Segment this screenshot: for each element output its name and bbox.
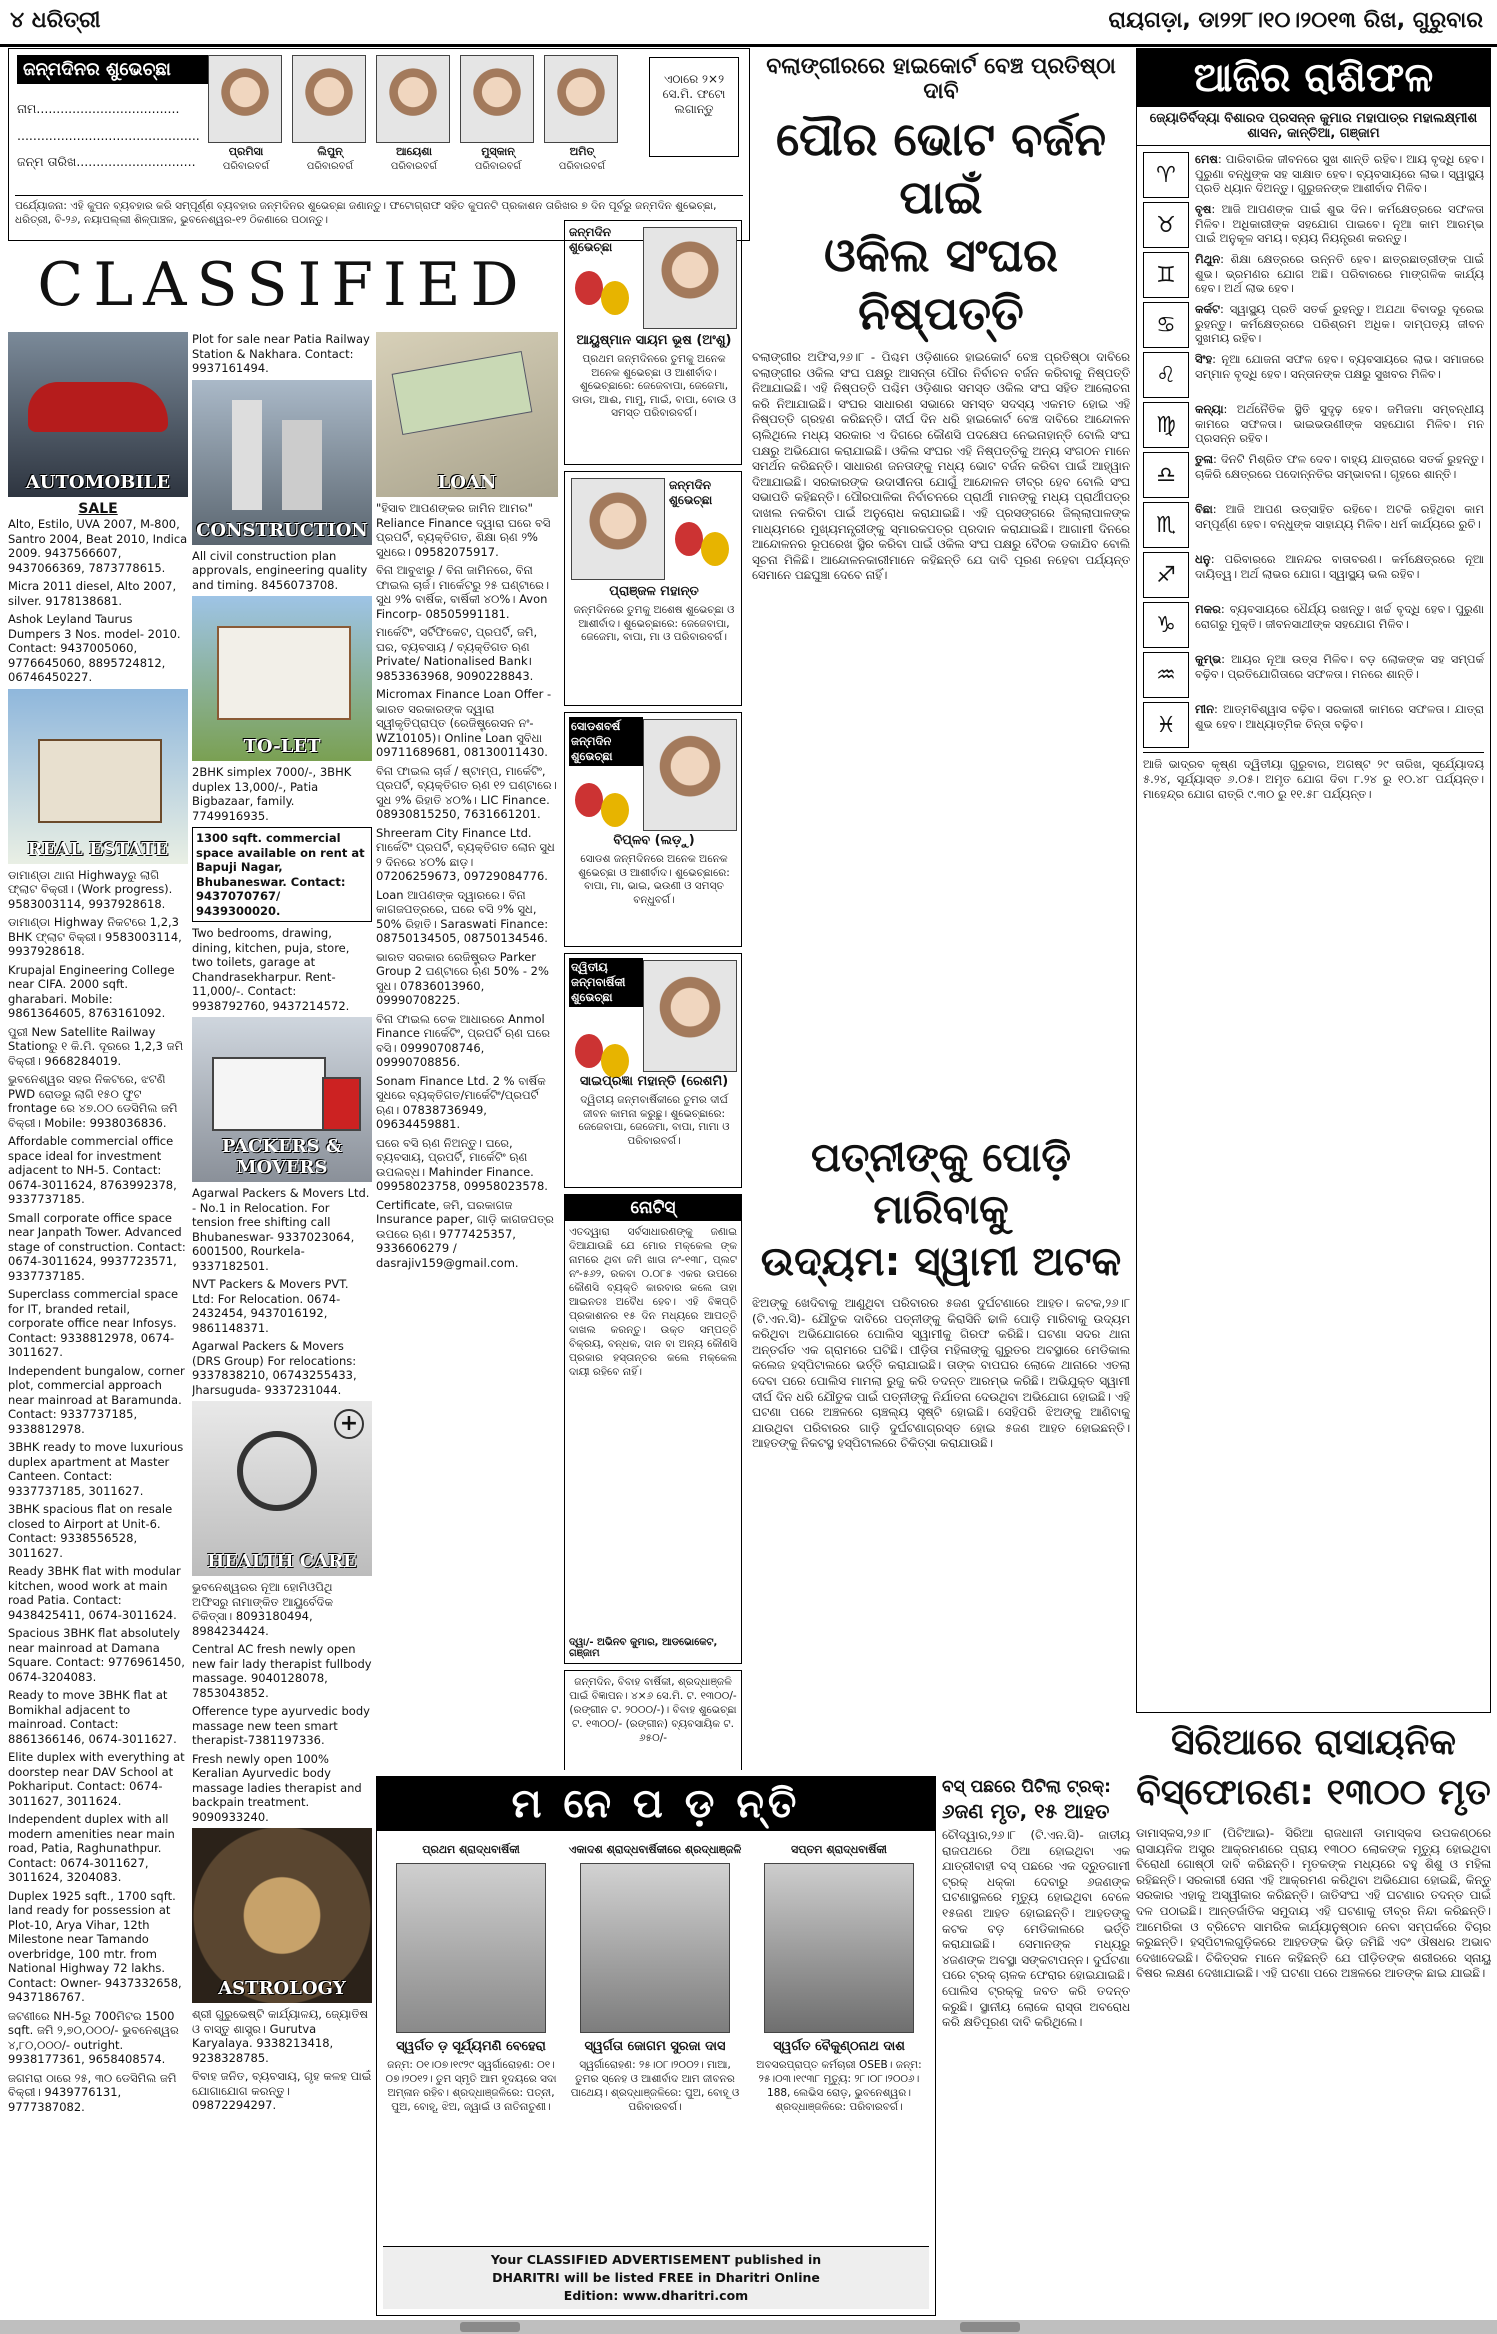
classified-logo-text: CLASSIFIED xyxy=(37,250,529,320)
wish-card-3 xyxy=(564,712,742,947)
classified-ad: Independent duplex with all modern amenities near main road, Patia, Raghunathpur. Contact: 0674-3011627, 3011624, 3204083. xyxy=(8,1812,175,1884)
pisces-icon: ♓ xyxy=(1143,702,1189,748)
photo-name: ଆୟେଶା xyxy=(396,145,432,158)
birthday-fields xyxy=(17,101,200,171)
balloon-icon xyxy=(601,1044,629,1078)
story-dowry xyxy=(752,1132,1130,1772)
classified-ad: Plot for sale near Patia Railway Station & Nakhara. Contact: 9937161494. xyxy=(192,332,370,375)
rashi-name: ମିଥୁନ xyxy=(1195,252,1221,266)
wish-photo xyxy=(571,478,665,580)
car-icon xyxy=(28,382,168,432)
scroll-thumb-right[interactable] xyxy=(960,2322,1020,2332)
automobile-banner xyxy=(8,332,188,497)
rashi-text: ସ୍ୱାସ୍ଥ୍ୟ ପ୍ରତି ସତର୍କ ରୁହନ୍ତୁ। ଅଯଥା ବିବାଦରୁ ଦୂରେଇ ରୁହନ୍ତୁ। କର୍ମକ୍ଷେତ୍ରରେ ପରିଶ୍ରମ ଅଧିକ। ଦାମ୍ପତ୍ୟ ଜୀବନ ସୁଖମୟ ରହିବ। xyxy=(1195,302,1485,346)
obituary-card-2 xyxy=(567,1843,743,2243)
banner-line3: Edition: www.dharitri.com xyxy=(563,2288,749,2303)
photo-sub: ପରିବାରବର୍ଗ xyxy=(474,161,522,172)
category-loan: LOAN xyxy=(437,472,497,493)
birthday-instructions: ପର୍ଯ୍ୟୋଜନା: ଏହି କୁପନ ବ୍ୟବହାର କରି ସମ୍ପୂର୍ଣ୍ଣ ବ୍ୟବହାର ଜନ୍ମଦିନର ଶୁଭେଚ୍ଛା ଜଣାନ୍ତୁ। ଫଟୋଗ୍ରାଫ ସହିତ କୁପନଟି ପ୍ରକାଶନ ତାରିଖର ୭ ଦିନ ପୂର୍ବରୁ ଜନ୍ମଦିନ ଶୁଭେଚ୍ଛା, ଧରିତ୍ରୀ, ବି-୨୬, ନୟାପଲ୍ଲୀ ଶିଳ୍ପାଞ୍ଚଳ, ଭୁବନେଶ୍ୱର-୧୨ ଠିକଣାରେ ପଠାନ୍ତୁ। xyxy=(15,195,743,227)
health-care-banner xyxy=(192,1401,372,1576)
classified-ad: Certificate, ଜମି, ଘରକାଗଜ Insurance paper, ଗାଡ଼ି କାଗଜପତ୍ର ଉପରେ ଋଣ। 9777425357, 9336606279 / dasrajiv159@gmail.com. xyxy=(376,1197,554,1270)
classified-ad: Affordable commercial office space ideal for investment adjacent to NH-5. Contact: 0674-3011624, 8763992378, 9337737185. xyxy=(8,1134,177,1206)
rashi-row: ♋ କର୍କଟ: ସ୍ୱାସ୍ଥ୍ୟ ପ୍ରତି ସତର୍କ ରୁହନ୍ତୁ। ଅଯଥା ବିବାଦରୁ ଦୂରେଇ ରୁହନ୍ତୁ। କର୍ମକ୍ଷେତ୍ରରେ ପରିଶ୍ରମ ଅଧିକ। ଦାମ୍ପତ୍ୟ ଜୀବନ ସୁଖମୟ ରହିବ। xyxy=(1143,302,1484,348)
classified-ad: Spacious 3BHK flat absolutely near mainroad at Damana Square. Contact: 9776961450, 0674-3204083. xyxy=(8,1626,185,1684)
wishes-column xyxy=(564,220,742,1770)
rashi-text: ଆଜି ଆପଣ ଉତ୍ସାହିତ ରହିବେ। ଅଟକି ରହିଥିବା କାମ ସମ୍ପୂର୍ଣ୍ଣ ହେବ। ବନ୍ଧୁଙ୍କ ସାହାଯ୍ୟ ମିଳିବ। ଧର୍ମ କାର୍ଯ୍ୟରେ ରୁଚି। xyxy=(1195,502,1484,531)
birthday-photos xyxy=(204,55,624,190)
rashi-name: କୁମ୍ଭ xyxy=(1195,652,1222,666)
classified-ad: ଘରେ ବସି ଋଣ ନିଅନ୍ତୁ। ଘରେ, ବ୍ୟବସାୟ, ପ୍ରପର୍ଟି, ମାର୍କେଟିଂ ଋଣ ଉପଲବ୍ଧ। Mahinder Finance. 09958023758, 09958023578. xyxy=(376,1135,548,1193)
photo-sub: ପରିବାରବର୍ଗ xyxy=(306,161,354,172)
classified-ad: Duplex 1925 sqft., 1700 sqft. land ready for possession at Plot-10, Arya Vihar, 12th Milestone near Tamando overbridge, 100 mtr. from National Highway 72 lakhs. Contact: Owner- 9437332658, 9437186767. xyxy=(8,1888,182,2004)
child-photo xyxy=(292,55,366,143)
category-to-let: TO-LET xyxy=(243,736,321,757)
photo-name: ପ୍ରମିସା xyxy=(228,145,264,158)
photo-name: ଅମିତ୍ xyxy=(569,145,595,158)
bus-body: ଚୌଦ୍ୱାର,୨୬।୮ (ଟି.ଏନ.ସି)- ଜାତୀୟ ରାଜପଥରେ ଠିଆ ହୋଇଥିବା ଏକ ଯାତ୍ରୀବାହୀ ବସ୍ ପଛରେ ଏକ ଦ୍ରୁତଗାମୀ ଟ୍ରକ୍ ଧକ୍କା ଦେବାରୁ ୬ଜଣଙ୍କ ଘଟଣାସ୍ଥଳରେ ମୃତ୍ୟୁ ହୋଇଥିବା ବେଳେ ୧୫ଜଣ ଆହତ ହୋଇଛନ୍ତି। ଆହତଙ୍କୁ କଟକ ବଡ଼ ମେଡିକାଲରେ ଭର୍ତ୍ତି କରାଯାଇଛି। ସେମାନଙ୍କ ମଧ୍ୟରୁ ୪ଜଣଙ୍କ ଅବସ୍ଥା ସଙ୍କଟାପନ୍ନ। ଦୁର୍ଘଟଣା ପରେ ଟ୍ରକ୍ ଚାଳକ ଫେରାର ହୋଇଯାଇଛି। ପୋଲିସ ଟ୍ରକ୍‌କୁ ଜବତ କରି ତଦନ୍ତ କରୁଛି। ସ୍ଥାନୀୟ ଲୋକେ ରାସ୍ତା ଅବରୋଧ କରି କ୍ଷତିପୂରଣ ଦାବି କରିଥିଲେ। xyxy=(942,1828,1130,2030)
banner-line2: DHARITRI will be listed FREE in Dharitri Online xyxy=(492,2270,820,2285)
wish-name: ପ୍ରାଞ୍ଜଳ ମହାନ୍ତ xyxy=(609,584,699,599)
capricorn-icon: ♑ xyxy=(1143,602,1189,648)
notice-signature: ଦ୍ୱା/- ଅଭିନବ କୁମାର, ଆଡଭୋକେଟ, ଗଞ୍ଜାମ xyxy=(569,1637,718,1659)
lead-story xyxy=(752,48,1130,1128)
classified-ad: ମାର୍କେଟିଂ, ସର୍ଟିଫିକେଟ, ପ୍ରପର୍ଟି, ଜମି, ଘର, ବ୍ୟବସାୟ / ବ୍ୟକ୍ତିଗତ ଋଣ Private/ Nationalised Bank। 9853363968, 9090228843. xyxy=(376,625,538,683)
category-health-care: HEALTH CARE xyxy=(207,1551,357,1572)
rashi-name: ମୀନ xyxy=(1195,702,1215,716)
category-astrology: ASTROLOGY xyxy=(218,1978,346,1999)
wish-card-4 xyxy=(564,953,742,1188)
wish-message: ସୋଡଶ ଜନ୍ମଦିନରେ ଅନେକ ଅନେକ ଶୁଭେଚ୍ଛା ଓ ଆଶୀର୍ବାଦ। ଶୁଭେଚ୍ଛାରେ: ବାପା, ମା, ଭାଇ, ଭଉଣୀ ଓ ସମସ୍ତ ବନ୍ଧୁବର୍ଗ। xyxy=(578,853,730,906)
wish-title: ଦ୍ୱିତୀୟ ଜନ୍ମବାର୍ଷିକୀ ଶୁଭେଚ୍ଛା xyxy=(569,958,643,1007)
rashi-row: ♍ କନ୍ୟା: ଅର୍ଥନୈତିକ ସ୍ଥିତି ସୁଦୃଢ଼ ହେବ। ଜମିଜମା ସମ୍ବନ୍ଧୀୟ କାମରେ ସଫଳତା। ଭାଇଭଉଣୀଙ୍କ ସହଯୋଗ ମିଳିବ। ମନ ପ୍ରସନ୍ନ ରହିବ। xyxy=(1143,402,1484,448)
wish-photo xyxy=(643,719,737,831)
rashi-row: ♒ କୁମ୍ଭ: ଆୟର ନୂଆ ଉତ୍ସ ମିଳିବ। ବଡ଼ ଲୋକଙ୍କ ସହ ସମ୍ପର୍କ ବଢ଼ିବ। ପ୍ରତିଯୋଗିତାରେ ସଫଳତା। ମନରେ ଶାନ୍ତି। xyxy=(1143,652,1484,698)
photo-name: ମୁସ୍କାନ୍ xyxy=(481,145,515,158)
lead-body: ବଲାଙ୍ଗୀର ଅଫିସ,୨୬।୮ - ପିଶ୍ଚମ ଓଡ଼ିଶାରେ ହାଇକୋର୍ଟ ବେଞ୍ଚ ପ୍ରତିଷ୍ଠା ଦାବିରେ ବଲାଙ୍ଗୀର ଓକିଲ ସଂଘ ପକ୍ଷରୁ ଆସନ୍ତା ପୌର ନିର୍ବାଚନ ବର୍ଜନ କରିବାକୁ ନିଷ୍ପତ୍ତି ନିଆଯାଇଛି। ଏହି ନିଷ୍ପତ୍ତି ପଶ୍ଚିମ ଓଡ଼ିଶାର ସମସ୍ତ ଓକିଲ ସଂଘ ସହିତ ଆଲୋଚନା କରି ନିଆଯାଇଛି। ସଂଘର ସାଧାରଣ ସଭାରେ ସମସ୍ତ ସଦସ୍ୟ ଏକମତ ହୋଇ ଏହି ନିଷ୍ପତ୍ତି ଗ୍ରହଣ କରିଛନ୍ତି। ଦୀର୍ଘ ଦିନ ଧରି ହାଇକୋର୍ଟ ବେଞ୍ଚ ଦାବିରେ ଆନ୍ଦୋଳନ ଚାଲିଥିଲେ ମଧ୍ୟ ସରକାର ଏ ଦିଗରେ କୌଣସି ପଦକ୍ଷେପ ନେଇନାହାନ୍ତି ବୋଲି ସଂଘ ପକ୍ଷରୁ ଅଭିଯୋଗ କରାଯାଇଛି। ଓକିଲ ସଂଘର ଏହି ନିଷ୍ପତ୍ତିକୁ ଅନ୍ୟ ସଂଗଠନ ମାନେ ସମର୍ଥନ କରିଛନ୍ତି। ସାଧାରଣ ଜନତାଙ୍କୁ ମଧ୍ୟ ଭୋଟ ବର୍ଜନ କରିବା ପାଇଁ ଆହ୍ୱାନ ଦିଆଯାଇଛି। ସରକାରଙ୍କ ଉଦାସୀନତା ଯୋଗୁଁ ଆନ୍ଦୋଳନ ତୀବ୍ର ହେବ ବୋଲି ସଂଘ ସଭାପତି କହିଛନ୍ତି। ପୌରପାଳିକା ନିର୍ବାଚନରେ ପ୍ରାର୍ଥୀ ମାନଙ୍କୁ ମଧ୍ୟ ପ୍ରାର୍ଥୀପତ୍ର ଦାଖଲ ନକରିବା ପାଇଁ ଅନୁରୋଧ କରାଯାଇଛି। ଏହି ପ୍ରସଙ୍ଗରେ ଜିଲ୍ଲାପାଳଙ୍କ ମାଧ୍ୟମରେ ମୁଖ୍ୟମନ୍ତ୍ରୀଙ୍କୁ ସ୍ମାରକପତ୍ର ପ୍ରଦାନ କରାଯାଇଛି। ଆଗାମୀ ଦିନରେ ଆନ୍ଦୋଳନର ରୂପରେଖ ସ୍ଥିର କରିବା ପାଇଁ ଓକିଲ ସଂଘ ପକ୍ଷରୁ ବୈଠକ ଡକାଯିବ ବୋଲି ସୂଚନା ମିଳିଛି। ଆନ୍ଦୋଳନକାରୀମାନେ କହିଛନ୍ତି ଯେ ଦାବି ପୂରଣ ନହେବା ପର୍ଯ୍ୟନ୍ତ ସେମାନେ ପଛଘୁଞ୍ଚା ଦେବେ ନାହିଁ। xyxy=(752,350,1130,583)
balloon-icon xyxy=(601,793,629,827)
story2-body: ଝିଅଙ୍କୁ ଖେଦିବାକୁ ଆଣୁଥିବା ପରିବାରର ୫ଜଣ ଦୁର୍ଘଟଣାରେ ଆହତ। କଟକ,୨୬।୮ (ଟି.ଏନ.ସି)- ଯୌତୁକ ଦାବିରେ ପତ୍ନୀଙ୍କୁ କିରାସିନି ଢାଳି ପୋଡ଼ି ମାରିବାକୁ ଉଦ୍ୟମ କରିଥିବା ଅଭିଯୋଗରେ ପୋଲିସ ସ୍ୱାମୀକୁ ଗିରଫ କରିଛି। ଘଟଣା ସଦର ଥାନା ଅନ୍ତର୍ଗତ ଏକ ଗ୍ରାମରେ ଘଟିଛି। ପୀଡ଼ିତା ମହିଳାଙ୍କୁ ଗୁରୁତର ଅବସ୍ଥାରେ ମେଡିକାଲ କଲେଜ ହସ୍ପିଟାଲରେ ଭର୍ତ୍ତି କରାଯାଇଛି। ତାଙ୍କ ବାପଘର ଲୋକେ ଥାନାରେ ଏତଲା ଦେବା ପରେ ପୋଲିସ ମାମଲା ରୁଜୁ କରି ତଦନ୍ତ ଆରମ୍ଭ କରିଛି। ଅଭିଯୁକ୍ତ ସ୍ୱାମୀ ଦୀର୍ଘ ଦିନ ଧରି ଯୌତୁକ ପାଇଁ ପତ୍ନୀଙ୍କୁ ନିର୍ଯାତନା ଦେଉଥିବା ଅଭିଯୋଗ ହୋଇଛି। ଏହି ଘଟଣା ପରେ ଅଞ୍ଚଳରେ ଚାଞ୍ଚଲ୍ୟ ସୃଷ୍ଟି ହୋଇଛି। ସେହିପରି ଝିଅଙ୍କୁ ଆଣିବାକୁ ଯାଉଥିବା ପରିବାରର ଗାଡ଼ି ଦୁର୍ଘଟଣାଗ୍ରସ୍ତ ହୋଇ ୫ଜଣ ଆହତ ହୋଇଛନ୍ତି। ଆହତଙ୍କୁ ନିକଟସ୍ଥ ହସ୍ପିଟାଲରେ ଚିକିତ୍ସା କରାଯାଉଛି। xyxy=(752,1296,1130,1451)
wish-name: ବିପ୍ଳବ (ଲଡ଼ୁ) xyxy=(613,833,695,848)
panjika-footer: ଆଜି ଭାଦ୍ରବ କୃଷ୍ଣ ଦ୍ୱିତୀୟା ଗୁରୁବାର, ଅଗଷ୍ଟ ୨୯ ତାରିଖ, ସୂର୍ଯ୍ୟୋଦୟ ୫.୨୪, ସୂର୍ଯ୍ୟାସ୍ତ ୬.୦୫। ଅମୃତ ଯୋଗ ଦିବା ୮.୨୪ ରୁ ୧୦.୪୮ ପର୍ଯ୍ୟନ୍ତ। ମାହେନ୍ଦ୍ର ଯୋଗ ରାତ୍ରି ୯.୩୦ ରୁ ୧୧.୫୮ ପର୍ଯ୍ୟନ୍ତ। xyxy=(1143,757,1484,801)
rashi-text: ଆୟର ନୂଆ ଉତ୍ସ ମିଳିବ। ବଡ଼ ଲୋକଙ୍କ ସହ ସମ୍ପର୍କ ବଢ଼ିବ। ପ୍ରତିଯୋଗିତାରେ ସଫଳତା। ମନରେ ଶାନ୍ତି। xyxy=(1195,652,1484,681)
field-blank: .............................................. xyxy=(17,127,200,143)
classified-ad: ପୁରୀ New Satellite Railway Stationରୁ ୧ କି.ମି. ଦୂରରେ 1,2,3 ଜମି ବିକ୍ରୀ। 9668284019. xyxy=(8,1024,184,1068)
rashi-text: ପରିବାରରେ ଆନନ୍ଦର ବାତାବରଣ। କର୍ମକ୍ଷେତ୍ରରେ ନୂଆ ଦାୟିତ୍ୱ। ଅର୍ଥ ଲାଭର ଯୋଗ। ସ୍ୱାସ୍ଥ୍ୟ ଭଲ ରହିବ। xyxy=(1195,552,1485,581)
balloon-icon xyxy=(575,783,603,817)
photo-name: ଲିପୁନ୍ xyxy=(317,145,343,158)
rashi-name: ବିଛା xyxy=(1195,502,1213,516)
classified-ad: Loan ଆପଣଙ୍କ ଦ୍ୱାରରେ। ବିନା କାଗଜପତ୍ରରେ, ଘରେ ବସି ୨% ସୁଧ, 50% ରିହାତି। Saraswati Finance: 08750134505, 08750134546. xyxy=(376,887,549,945)
balloon-icon xyxy=(575,1034,603,1068)
obituary-photo xyxy=(396,1863,546,2033)
obituary-photo xyxy=(764,1863,914,2033)
category-automobile: AUTOMOBILE xyxy=(25,472,171,493)
classified-ad: 3BHK ready to move luxurious duplex apartment at Master Canteen. Contact: 9337737185, 3011627. xyxy=(8,1440,184,1498)
obituary-desc: ସ୍ୱର୍ଗାରୋହଣ: ୨୫।୦୮।୨୦୦୨। ମାଆ, ତୁମର ସ୍ନେହ ଓ ଆଶୀର୍ବାଦ ଆମ ଜୀବନର ପାଥେୟ। ଶ୍ରଦ୍ଧାଞ୍ଜଳିରେ: ପୁଅ, ବୋହୂ ଓ ପରିବାରବର୍ଗ। xyxy=(570,2059,740,2113)
wish-name: ସାଇପ୍ରଜ୍ଞା ମହାନ୍ତି (ରେଶମି) xyxy=(579,1074,729,1089)
rashi-name: ତୁଳା xyxy=(1195,452,1213,466)
story2-headline-line1: ପତ୍ନୀଙ୍କୁ ପୋଡ଼ି ମାରିବାକୁ xyxy=(810,1135,1072,1233)
obituary-card-1 xyxy=(383,1843,559,2243)
classified-column-3 xyxy=(376,332,558,1772)
rashi-text: ଦିନଟି ମିଶ୍ରିତ ଫଳ ଦେବ। ବାହ୍ୟ ଯାତ୍ରାରେ ସତର୍କ ରୁହନ୍ତୁ। ଚାକିରି କ୍ଷେତ୍ରରେ ପଦୋନ୍ନତିର ସମ୍ଭାବନା। ଗୃହରେ ଶାନ୍ତି। xyxy=(1195,452,1485,481)
wish-title: ଜନ୍ମଦିନ ଶୁଭେଚ୍ଛା xyxy=(669,478,713,507)
classified-ad: Micra 2011 diesel, Alto 2007, silver. 9178138681. xyxy=(8,579,177,608)
loan-banner xyxy=(376,332,558,497)
classified-ad: All civil construction plan approvals, engineering quality and timing. 8456073708. xyxy=(192,548,368,592)
scroll-thumb-left[interactable] xyxy=(460,2322,520,2332)
child-photo xyxy=(208,55,282,143)
stethoscope-icon xyxy=(237,1431,317,1511)
category-real-estate: REAL ESTATE xyxy=(27,838,169,860)
rashi-name: ଧନୁ xyxy=(1195,552,1211,566)
wish-photo xyxy=(643,960,737,1072)
rashi-text: ଆତ୍ମବିଶ୍ୱାସ ବଢ଼ିବ। ସରକାରୀ କାମରେ ସଫଳତା। ଯାତ୍ରା ଶୁଭ ହେବ। ଆଧ୍ୟାତ୍ମିକ ଚିନ୍ତା ବଢ଼ିବ। xyxy=(1195,702,1485,731)
classified-ad: ବିବାହ ଜନିତ, ବ୍ୟବସାୟ, ଗୃହ କଳହ ପାଇଁ ଯୋଗାଯୋଗ କରନ୍ତୁ। 09872294297. xyxy=(192,2069,372,2112)
real-estate-banner xyxy=(8,689,188,864)
classified-ad: Agarwal Packers & Movers (DRS Group) For relocations: 9337838210, 06743255433, Jharsuguda- 9337231044. xyxy=(192,1339,357,1397)
rashi-row: ♏ ବିଛା: ଆଜି ଆପଣ ଉତ୍ସାହିତ ରହିବେ। ଅଟକି ରହିଥିବା କାମ ସମ୍ପୂର୍ଣ୍ଣ ହେବ। ବନ୍ଧୁଙ୍କ ସାହାଯ୍ୟ ମିଳିବ। ଧର୍ମ କାର୍ଯ୍ୟରେ ରୁଚି। xyxy=(1143,502,1484,548)
notice-title: ନୋଟିସ୍ xyxy=(565,1195,741,1221)
sagittarius-icon: ♐ xyxy=(1143,552,1189,598)
classified-ad: ଶ୍ରୀ ଗୁରୁଭେଷ୍ଟି କାର୍ଯ୍ୟାଳୟ, ଜ୍ୟୋତିଷ ଓ ବାସ୍ତୁ ଶାସ୍ତ୍ର। Gurutva Karyalaya. 9338213418, 9238328785. xyxy=(192,2007,369,2065)
classified-ad: Ready to move 3BHK flat at Bomikhal adjacent to mainroad. Contact: 8861366146, 0674-3011627. xyxy=(8,1688,177,1746)
plus-icon: + xyxy=(334,1409,364,1439)
classified-ad: Alto, Estilo, UVA 2007, M-800, Santro 2004, Beat 2010, Indica 2009. 9437566607, 9437066369, 7873778615. xyxy=(8,517,188,575)
obituary-photo xyxy=(580,1863,730,2033)
notice-box xyxy=(564,1194,742,1664)
ad-rate-coupon xyxy=(564,1670,742,1770)
category-construction: CONSTRUCTION xyxy=(196,519,368,541)
classified-column-1 xyxy=(8,332,188,2317)
rashi-row: ♉ ବୃଷ: ଆଜି ଆପଣଙ୍କ ପାଇଁ ଶୁଭ ଦିନ। କର୍ମକ୍ଷେତ୍ରରେ ସଫଳତା ମିଳିବ। ଅଧିକାରୀଙ୍କ ସହଯୋଗ ପାଇବେ। ନୂଆ କାମ ଆରମ୍ଭ ପାଇଁ ଅନୁକୂଳ ସମୟ। ବ୍ୟୟ ନିୟନ୍ତ୍ରଣ କରନ୍ତୁ। xyxy=(1143,202,1484,248)
obituary-name: ସ୍ୱର୍ଗତା ଜୋଗମ ସୁରଜା ଦାସ xyxy=(584,2039,726,2054)
obituary-desc: ଜନ୍ମ: ୦୧।୦୭।୧୯୨୯ ସ୍ୱର୍ଗାରୋହଣ: ୦୧।୦୭।୨୦୧୨। ତୁମ ସ୍ମୃତି ଆମ ହୃଦୟରେ ସଦା ଅମ୍ଳାନ ରହିବ। ଶ୍ରଦ୍ଧାଞ୍ଜଳିରେ: ପତ୍ନୀ, ପୁଅ, ବୋହୂ, ଝିଅ, ଜ୍ୱାଇଁ ଓ ନାତିନାତୁଣୀ। xyxy=(385,2059,557,2113)
cancer-icon: ♋ xyxy=(1143,302,1189,348)
rashifal-title: ଆଜିର ରାଶିଫଳ xyxy=(1137,49,1490,107)
bus-headline-line1: ବସ୍ ପଛରେ ପିଟିଲା ଟ୍ରକ୍: xyxy=(942,1777,1111,1797)
aquarius-icon: ♒ xyxy=(1143,652,1189,698)
classified-ad: Elite duplex with everything at doorstep near DAV School at Pokhariput. Contact: 0674-3011627, 3011624. xyxy=(8,1750,185,1808)
obituary-card-3 xyxy=(751,1843,927,2243)
rashi-text: ଶିକ୍ଷା କ୍ଷେତ୍ରରେ ଉନ୍ନତି ହେବ। ଛାତ୍ରଛାତ୍ରୀଙ୍କ ପାଇଁ ଶୁଭ। ଭ୍ରମଣର ଯୋଗ ଅଛି। ପରିବାରରେ ମାଙ୍ଗଳିକ କାର୍ଯ୍ୟ ହେବ। ଅର୍ଥ ଲାଭ ହେବ। xyxy=(1195,252,1484,296)
classified-ad: ଡାମାଣ୍ଡା Highway ନିକଟରେ 1,2,3 BHK ଫ୍ଲାଟ ବିକ୍ରୀ। 9583003114, 9937928618. xyxy=(8,915,182,958)
classified-ad-boxed: 1300 sqft. commercial space available on rent at Bapuji Nagar, Bhubaneswar. Contact: 9437070767/ 9439300020. xyxy=(192,827,372,922)
classified-ad: Superclass commercial space for IT, branded retail, corporate office near Infosys. Contact: 9338812978, 0674-3011627. xyxy=(8,1287,179,1359)
classified-ad: NVT Packers & Movers PVT. Ltd: For Relocation. 0674-2432454, 9437016192, 9861148371. xyxy=(192,1277,349,1335)
photo-placeholder: ଏଠାରେ ୨×୨ ସେ.ମି. ଫଟୋ ଲଗାନ୍ତୁ xyxy=(649,57,739,157)
obituary-name: ସ୍ୱର୍ଗତ ଡ଼ ସୂର୍ଯ୍ୟମଣି ବେହେରା xyxy=(396,2039,546,2054)
rashi-row: ♑ ମକର: ବ୍ୟବସାୟରେ ଧୈର୍ଯ୍ୟ ରଖନ୍ତୁ। ଖର୍ଚ୍ଚ ବୃଦ୍ଧି ହେବ। ପୁରୁଣା ରୋଗରୁ ମୁକ୍ତି। ଜୀବନସାଥୀଙ୍କ ସହଯୋଗ ମିଳିବ। xyxy=(1143,602,1484,648)
classified-ad: ବିନା ଫାଇଲ ଚାର୍ଜ / ଷ୍ଟାମ୍ପ, ମାର୍କେଟିଂ, ପ୍ରପର୍ଟି, ବ୍ୟକ୍ତିଗତ ଋଣ ୧୨ ଘଣ୍ଟାରେ। ସୁଧ ୨% ରିହାତି ୪୦%। LIC Finance. 08930815250, 7631661201. xyxy=(376,763,557,821)
balloon-icon xyxy=(601,281,629,315)
rashi-text: ନୂଆ ଯୋଜନା ସଫଳ ହେବ। ବ୍ୟବସାୟରେ ଲାଭ। ସମାଜରେ ସମ୍ମାନ ବୃଦ୍ଧି ହେବ। ସନ୍ତାନଙ୍କ ପକ୍ଷରୁ ସୁଖବର ମିଳିବ। xyxy=(1195,352,1484,381)
rashi-name: ସିଂହ xyxy=(1195,352,1213,366)
classified-column-2 xyxy=(192,332,372,2317)
category-packers-movers: PACKERS & MOVERS xyxy=(221,1136,343,1178)
building-icon xyxy=(232,400,262,510)
rashifal-list xyxy=(1137,146,1490,808)
obituary-desc: ଅବସରପ୍ରାପ୍ତ କର୍ମଚାରୀ OSEB। ଜନ୍ମ: ୨୫।୦୩।୧୯୩୮ ମୃତ୍ୟୁ: ୨୮।୦୮।୨୦୦୬। 188, ଲେଭିସ ରୋଡ଼, ଭୁବନେଶ୍ୱର। ଶ୍ରଦ୍ଧାଞ୍ଜଳିରେ: ପରିବାରବର୍ଗ। xyxy=(756,2059,922,2113)
lead-headline-line1: ପୌର ଭୋଟ ବର୍ଜନ ପାଇଁ xyxy=(775,112,1107,224)
lead-headline-line2: ଓକିଲ ସଂଘର ନିଷ୍ପତ୍ତି xyxy=(823,228,1059,340)
classified-ad: "ହିସାବ ଆପଣଙ୍କର ଜାମିନ ଆମର" Reliance Finance ଦ୍ୱାରା ଘରେ ବସି ପ୍ରପର୍ଟି, ବ୍ୟକ୍ତିଗତ, ଶିକ୍ଷା ଋଣ ୨% ସୁଧରେ। 09582075917. xyxy=(376,501,551,559)
house-icon xyxy=(217,626,351,720)
balloon-icon xyxy=(675,522,703,556)
rashi-text: ବ୍ୟବସାୟରେ ଧୈର୍ଯ୍ୟ ରଖନ୍ତୁ। ଖର୍ଚ୍ଚ ବୃଦ୍ଧି ହେବ। ପୁରୁଣା ରୋଗରୁ ମୁକ୍ତି। ଜୀବନସାଥୀଙ୍କ ସହଯୋଗ ମିଳିବ। xyxy=(1195,602,1485,631)
mane-padanti-title: ମ ନେ ପ ଡ଼ ନ୍ତି xyxy=(377,1777,935,1831)
rashifal-subtitle: ଜ୍ୟୋତିର୍ବିଦ୍ୟା ବିଶାରଦ ପ୍ରସନ୍ନ କୁମାର ମହାପାତ୍ର ମହାଲକ୍ଷ୍ମୀଶ ଶାସନ, କାନ୍ତିଆ, ଗଞ୍ଜାମ xyxy=(1137,107,1490,146)
rashi-text: ପାରିବାରିକ ଜୀବନରେ ସୁଖ ଶାନ୍ତି ରହିବ। ଆୟ ବୃଦ୍ଧି ହେବ। ପୁରୁଣା ବନ୍ଧୁଙ୍କ ସହ ସାକ୍ଷାତ ହେବ। ବ୍ୟବସାୟରେ ଲାଭ। ସ୍ୱାସ୍ଥ୍ୟ ପ୍ରତି ଧ୍ୟାନ ଦିଅନ୍ତୁ। ଗୁରୁଜନଙ୍କ ଆଶୀର୍ବାଦ ମିଳିବ। xyxy=(1195,152,1484,196)
rashi-row: ♌ ସିଂହ: ନୂଆ ଯୋଜନା ସଫଳ ହେବ। ବ୍ୟବସାୟରେ ଲାଭ। ସମାଜରେ ସମ୍ମାନ ବୃଦ୍ଧି ହେବ। ସନ୍ତାନଙ୍କ ପକ୍ଷରୁ ସୁଖବର ମିଳିବ। xyxy=(1143,352,1484,398)
currency-note-icon xyxy=(392,351,533,435)
libra-icon: ♎ xyxy=(1143,452,1189,498)
lead-kicker: ବଲାଙ୍ଗୀରରେ ହାଇକୋର୍ଟ ବେଞ୍ଚ ପ୍ରତିଷ୍ଠା ଦାବି xyxy=(766,54,1116,104)
wish-message: ଦ୍ୱିତୀୟ ଜନ୍ମବାର୍ଷିକୀରେ ତୁମର ଦୀର୍ଘ ଜୀବନ କାମନା କରୁଛୁ। ଶୁଭେଚ୍ଛାରେ: ଜେଜେବାପା, ଜେଜେମା, ବାପା, ମାମା ଓ ପରିବାରବର୍ଗ। xyxy=(578,1094,730,1147)
sale-header: SALE xyxy=(78,501,118,517)
wish-title: ଜନ୍ମଦିନ ଶୁଭେଚ୍ଛା xyxy=(569,225,613,254)
page-number: ୪ ଧରିତ୍ରୀ xyxy=(10,8,101,33)
classified-ad: Micromax Finance Loan Offer - ଭାରତ ସରକାରଙ୍କ ଦ୍ୱାରା ସ୍ୱୀକୃତିପ୍ରାପ୍ତ (ରେଜିଷ୍ଟ୍ରେସନ ନଂ- WZ10105)। Online Loan ସୁବିଧା 09711689681, 08130011430. xyxy=(376,687,552,759)
ad-rate-text: ଜନ୍ମଦିନ, ବିବାହ ବାର୍ଷିକୀ, ଶ୍ରଦ୍ଧାଞ୍ଜଳି ପାଇଁ ବିଜ୍ଞାପନ। ୪×୬ ସେ.ମି. ଟ. ୧୩୦୦/- (ରଙ୍ଗୀନ ଟ. ୨୦୦୦/-)। ବିବାହ ଶୁଭେଚ୍ଛା ଟ. ୧୩୦୦/- (ରଙ୍ଗୀନ) ବ୍ୟବସାୟିକ ଟ. ୬୫୦/- xyxy=(569,1676,737,1744)
wish-photo xyxy=(643,227,737,329)
classified-ad: Central AC fresh newly open new fair lady therapist fullbody massage. 9040128078, 7853043852. xyxy=(192,1642,372,1700)
rashi-name: ମକର xyxy=(1195,602,1221,616)
photo-sub: ପରିବାରବର୍ଗ xyxy=(390,161,438,172)
rashi-row: ♊ ମିଥୁନ: ଶିକ୍ଷା କ୍ଷେତ୍ରରେ ଉନ୍ନତି ହେବ। ଛାତ୍ରଛାତ୍ରୀଙ୍କ ପାଇଁ ଶୁଭ। ଭ୍ରମଣର ଯୋଗ ଅଛି। ପରିବାରରେ ମାଙ୍ଗଳିକ କାର୍ଯ୍ୟ ହେବ। ଅର୍ଥ ଲାଭ ହେବ। xyxy=(1143,252,1484,298)
obituary-label: ସପ୍ତମ ଶ୍ରାଦ୍ଧବାର୍ଷିକୀ xyxy=(791,1843,887,1856)
classified-ad: Agarwal Packers & Movers Ltd. - No.1 in Relocation. For tension free shifting call Bhubaneswar- 9337023064, 6001500, Rourkela- 9337182501. xyxy=(192,1186,370,1273)
bus-headline-line2: ୬ଜଣ ମୃତ, ୧୫ ଆହତ xyxy=(942,1799,1110,1823)
story2-headline-line2: ଉଦ୍ୟମ: ସ୍ୱାମୀ ଅଟକ xyxy=(760,1239,1122,1285)
classified-ad: ଜଗମରା ଠାରେ ୨୫, ୩୦ ଡେସିମିଲ ଜମି ବିକ୍ରୀ। 9439776131, 9777387082. xyxy=(8,2070,177,2114)
birthday-coupon xyxy=(8,48,750,241)
online-edition-banner xyxy=(383,2246,929,2309)
rashi-name: କନ୍ୟା xyxy=(1195,402,1224,416)
classified-ad: ଭାରତ ସରକାର ରେଜିଷ୍ଟ୍ରଡ Parker Group 2 ଘଣ୍ଟାରେ ଋଣ 50% - 2% ସୁଧ। 07836013960, 09990708225. xyxy=(376,949,549,1007)
classified-logo xyxy=(8,246,558,328)
child-photo xyxy=(376,55,450,143)
truck-icon xyxy=(212,1057,326,1131)
wish-title: ସୋଡଶବର୍ଷ ଜନ୍ମଦିନ ଶୁଭେଚ୍ଛା xyxy=(569,717,643,766)
house-icon xyxy=(38,739,162,823)
classified-ad: Sonam Finance Ltd. 2 % ବାର୍ଷିକ ସୁଧରେ ବ୍ୟକ୍ତିଗତ/ମାର୍କେଟିଂ/ପ୍ରପର୍ଟି ଋଣ। 07838736949, 09634459881. xyxy=(376,1073,546,1131)
classified-ad: Shreeram City Finance Ltd. ମାର୍କେଟିଂ ପ୍ରପର୍ଟି, ବ୍ୟକ୍ତିଗତ ଲୋନ ସୁଧ ୨ ଦିନରେ ୪୦% ଛାଡ଼। 07206259673, 09729084776. xyxy=(376,825,555,883)
classified-ad: Ashok Leyland Taurus Dumpers 3 Nos. model- 2010. Contact: 9437005060, 9776645060, 8895724812, 06746450227. xyxy=(8,612,181,684)
syria-headline-line1: ସିରିଆରେ ରାସାୟନିକ xyxy=(1171,1722,1456,1763)
field-dob: ଜନ୍ମ ତାରିଖ.............................. xyxy=(17,154,196,169)
balloon-icon xyxy=(701,532,729,566)
viewer-scrollbar[interactable] xyxy=(0,2320,1497,2334)
building-icon xyxy=(282,420,322,510)
scorpio-icon: ♏ xyxy=(1143,502,1189,548)
classified-ad: ବିନା ଆବୁଝାରୁ / ବିନା ଜାମିନରେ, ବିନା ଫାଇଲ ଚାର୍ଜ। ମାର୍କେଟରୁ ୨୫ ଘଣ୍ଟାରେ। ସୁଧ ୨% ବାର୍ଷିକ, ବାର୍ଷିକୀ ୪୦%। Avon Fincorp- 08505991181. xyxy=(376,563,550,621)
syria-body: ଡାମାସ୍କସ,୨୬।୮ (ପିଟିଆଇ)- ସିରିଆ ରାଜଧାନୀ ଡାମାସ୍କସ ଉପକଣ୍ଠରେ ରାସାୟନିକ ଅସ୍ତ୍ର ଆକ୍ରମଣରେ ପ୍ରାୟ ୧୩୦୦ ଲୋକଙ୍କ ମୃତ୍ୟୁ ହୋଇଥିବା ବିରୋଧୀ ଗୋଷ୍ଠୀ ଦାବି କରିଛନ୍ତି। ମୃତକଙ୍କ ମଧ୍ୟରେ ବହୁ ଶିଶୁ ଓ ମହିଳା ରହିଛନ୍ତି। ସରକାରୀ ସେନା ଏହି ଆକ୍ରମଣ କରିଥିବା ଅଭିଯୋଗ ହୋଇଛି, କିନ୍ତୁ ସରକାର ଏହାକୁ ଅସ୍ୱୀକାର କରିଛନ୍ତି। ଜାତିସଂଘ ଏହି ଘଟଣାର ତଦନ୍ତ ପାଇଁ ଦଳ ପଠାଇଛି। ଆନ୍ତର୍ଜାତିକ ସମୁଦାୟ ଏହି ଘଟଣାକୁ ତୀବ୍ର ନିନ୍ଦା କରିଛନ୍ତି। ଆମେରିକା ଓ ବ୍ରିଟେନ ସାମରିକ କାର୍ଯ୍ୟାନୁଷ୍ଠାନ ନେବା ସମ୍ପର୍କରେ ବିଚାର କରୁଛନ୍ତି। ହସ୍ପିଟାଲଗୁଡ଼ିକରେ ଆହତଙ୍କ ଭିଡ଼ ଜମିଛି ଏବଂ ଔଷଧର ଅଭାବ ଦେଖାଦେଇଛି। ଚିକିତ୍ସକ ମାନେ କହିଛନ୍ତି ଯେ ପୀଡ଼ିତଙ୍କ ଶରୀରରେ ସ୍ନାୟୁ ବିଷର ଲକ୍ଷଣ ଦେଖାଯାଇଛି। ଏହି ଘଟଣା ପରେ ଅଞ୍ଚଳରେ ଆତଙ୍କ ଛାଇ ଯାଇଛି। xyxy=(1136,1826,1491,1981)
classified-ad: ବିନା ଫାଇଲ ଚେକ ଆଧାରରେ Anmol Finance ମାର୍କେଟିଂ, ପ୍ରପର୍ଟି ଋଣ ଘରେ ବସି। 09990708746, 09990708856. xyxy=(376,1011,550,1069)
photo-sub: ପରିବାରବର୍ଗ xyxy=(222,161,270,172)
classified-ad: Ready 3BHK flat with modular kitchen, wood work at main road Patia. Contact: 9438425411, 0674-3011624. xyxy=(8,1564,181,1622)
to-let-banner xyxy=(192,596,372,761)
classified-ad: ଡାମାଣ୍ଡା ଥାନା Highwayରୁ ଲାଗି ଫ୍ଲାଟ ବିକ୍ରୀ। (Work progress). 9583003114, 9937928618. xyxy=(8,867,173,911)
wish-card-2 xyxy=(564,471,742,706)
truck-cab-icon xyxy=(322,1077,361,1131)
page-dateline: ରାୟଗଡ଼ା, ଡା୨୨୮।୧୦।୨୦୧୩ ରିଖ, ଗୁରୁବାର xyxy=(1108,8,1483,33)
classified-ad: 3BHK spacious flat on resale closed to Airport at Unit-6. Contact: 9338556528, 3011627. xyxy=(8,1502,173,1560)
rashi-text: ଅର୍ଥନୈତିକ ସ୍ଥିତି ସୁଦୃଢ଼ ହେବ। ଜମିଜମା ସମ୍ବନ୍ଧୀୟ କାମରେ ସଫଳତା। ଭାଇଭଉଣୀଙ୍କ ସହଯୋଗ ମିଳିବ। ମନ ପ୍ରସନ୍ନ ରହିବ। xyxy=(1195,402,1485,446)
wish-message: ପ୍ରଥମ ଜନ୍ମଦିନରେ ତୁମକୁ ଅନେକ ଅନେକ ଶୁଭେଚ୍ଛା ଓ ଆଶୀର୍ବାଦ। ଶୁଭେଚ୍ଛାରେ: ଜେଜେବାପା, ଜେଜେମା, ଡାଡା, ଆଈ, ମାମୁ, ମାଇଁ, ବାପା, ବୋଉ ଓ ସମସ୍ତ ପରିବାରବର୍ଗ। xyxy=(572,353,736,419)
classified-ad: ଭୁବନେଶ୍ୱରର ନୂଆ ହୋମିଓପିଥି ଅଫିସରୁ ନାମାଙ୍କିତ ଆୟୁର୍ବେଦିକ ଚିକିତ୍ସା। 8093180494, 8984234424. xyxy=(192,1580,333,1638)
virgo-icon: ♍ xyxy=(1143,402,1189,448)
mane-padanti-box xyxy=(376,1776,936,2316)
divider xyxy=(1143,752,1484,753)
story-syria xyxy=(1136,1718,1491,2318)
obituary-label: ପ୍ରଥମ ଶ୍ରାଦ୍ଧବାର୍ଷିକୀ xyxy=(422,1843,520,1856)
rashi-text: ଆଜି ଆପଣଙ୍କ ପାଇଁ ଶୁଭ ଦିନ। କର୍ମକ୍ଷେତ୍ରରେ ସଫଳତା ମିଳିବ। ଅଧିକାରୀଙ୍କ ସହଯୋଗ ପାଇବେ। ନୂଆ କାମ ଆରମ୍ଭ ପାଇଁ ଅନୁକୂଳ ସମୟ। ବ୍ୟୟ ନିୟନ୍ତ୍ରଣ କରନ୍ତୁ। xyxy=(1195,202,1485,246)
classified-ad: Independent bungalow, corner plot, commercial approach near mainroad at Baramunda. Contact: 9337737185, 9338812978. xyxy=(8,1363,185,1436)
rashi-name: ବୃଷ xyxy=(1195,202,1212,216)
construction-banner xyxy=(192,380,372,545)
page-header xyxy=(0,0,1497,47)
classified-ad: ଭୁବନେଶ୍ୱର ସହର ନିକଟରେ, ଝଟଣି PWD ରୋଡରୁ ଲାଗି ୧୫୦ ଫୁଟ frontage ରେ ୪୭.୦୦ ଡେସିମିଲ ଜମି ବିକ୍ରୀ। Mobile: 9938036836. xyxy=(8,1072,178,1130)
rashi-row: ♓ ମୀନ: ଆତ୍ମବିଶ୍ୱାସ ବଢ଼ିବ। ସରକାରୀ କାମରେ ସଫଳତା। ଯାତ୍ରା ଶୁଭ ହେବ। ଆଧ୍ୟାତ୍ମିକ ଚିନ୍ତା ବଢ଼ିବ। xyxy=(1143,702,1484,748)
wish-card-1 xyxy=(564,220,742,465)
classified-ad: Two bedrooms, drawing, dining, kitchen, puja, store, two toilets, garage at Chandrasekharpur. Rent- 11,000/-. Contact: 9938792760, 9437214572. xyxy=(192,926,350,1013)
classified-ad: Krupajal Engineering College near CIFA. 2000 sqft. gharabari. Mobile: 9861364605, 8763161092. xyxy=(8,962,175,1020)
obituary-label: ଏକାଦଶ ଶ୍ରାଦ୍ଧବାର୍ଷିକୀରେ ଶ୍ରଦ୍ଧାଞ୍ଜଳି xyxy=(568,1843,742,1856)
wish-name: ଆୟୁଷ୍ମାନ ସାୟମ ଭୂଷ (ଅଂଶୁ) xyxy=(576,333,732,348)
photo-sub: ପରିବାରବର୍ଗ xyxy=(558,161,606,172)
notice-body: ଏତଦ୍ୱାରା ସର୍ବସାଧାରଣଙ୍କୁ ଜଣାଇ ଦିଆଯାଉଛି ଯେ ମୋର ମକ୍କେଲ ଙ୍କ ନାମରେ ଥିବା ଜମି ଖାତା ନଂ-୧୩୮, ପ୍ଲଟ ନଂ-୫୬୨, ରକବା ୦.୦୮୫ ଏକର ଉପରେ କୌଣସି ବ୍ୟକ୍ତି କାରବାର କଲେ ତାହା ଆଇନତଃ ଅବୈଧ ହେବ। ଏହି ବିଜ୍ଞପ୍ତି ପ୍ରକାଶନର ୧୫ ଦିନ ମଧ୍ୟରେ ଆପତ୍ତି ଦାଖଲ କରନ୍ତୁ। ଉକ୍ତ ସମ୍ପତ୍ତି ବିକ୍ରୟ, ବନ୍ଧକ, ଦାନ ବା ଅନ୍ୟ କୌଣସି ପ୍ରକାର ହସ୍ତାନ୍ତର କଲେ ମକ୍କେଲ ଦାୟୀ ରହିବେ ନାହିଁ। xyxy=(569,1226,737,1378)
classified-ad: Ofference type ayurvedic body massage new teen smart therapist-7381197336. xyxy=(192,1704,370,1747)
astrology-banner xyxy=(192,1828,372,2003)
child-photo xyxy=(460,55,534,143)
syria-headline-line2: ବିସ୍ଫୋରଣ: ୧୩୦୦ ମୃତ xyxy=(1136,1772,1491,1813)
aries-icon: ♈ xyxy=(1143,152,1189,198)
child-photo xyxy=(544,55,618,143)
classified-ad: ଜଟଣୀରେ NH-5ରୁ 700ମିଟର 1500 sqft. ଜମି ୨,୭୦,୦୦୦/- ଭୁବନେଶ୍ୱର ୪,୮୦,୦୦୦/- outright. 9938177361, 9658408574. xyxy=(8,2008,179,2066)
classified-ad: Fresh newly open 100% Keralian Ayurvedic body massage ladies therapist and backpain treatment. 9090933240. xyxy=(192,1751,362,1824)
balloon-icon xyxy=(575,271,603,305)
field-name: ନାମ.................................... xyxy=(17,101,180,116)
classified-ad: 2BHK simplex 7000/-, 3BHK duplex 13,000/-, Patia Bigbazaar, family. 7749916935. xyxy=(192,765,352,823)
rashifal-box xyxy=(1136,48,1491,1713)
rashi-name: କର୍କଟ xyxy=(1195,302,1220,316)
wish-message: ଜନ୍ମଦିନରେ ତୁମକୁ ଅଶେଷ ଶୁଭେଚ୍ଛା ଓ ଆଶୀର୍ବାଦ। ଶୁଭେଚ୍ଛାରେ: ଜେଜେବାପା, ଜେଜେମା, ବାପା, ମା ଓ ପରିବାରବର୍ଗ। xyxy=(573,604,735,643)
story-bus xyxy=(942,1776,1130,2316)
banner-line1: Your CLASSIFIED ADVERTISEMENT published in xyxy=(490,2252,822,2267)
taurus-icon: ♉ xyxy=(1143,202,1189,248)
obituary-name: ସ୍ୱର୍ଗତ ବୈକୁଣ୍ଠନାଥ ଦାଶ xyxy=(773,2039,905,2054)
birthday-coupon-title: ଜନ୍ମଦିନର ଶୁଭେଚ୍ଛା xyxy=(17,55,209,84)
rashi-row: ♐ ଧନୁ: ପରିବାରରେ ଆନନ୍ଦର ବାତାବରଣ। କର୍ମକ୍ଷେତ୍ରରେ ନୂଆ ଦାୟିତ୍ୱ। ଅର୍ଥ ଲାଭର ଯୋଗ। ସ୍ୱାସ୍ଥ୍ୟ ଭଲ ରହିବ। xyxy=(1143,552,1484,598)
rashi-name: ମେଷ xyxy=(1195,152,1218,166)
leo-icon: ♌ xyxy=(1143,352,1189,398)
classified-ad: Small corporate office space near Janpath Tower. Advanced stage of construction. Contact: 0674-3011624, 9937723571, 9337737185. xyxy=(8,1210,186,1283)
packers-movers-banner xyxy=(192,1017,372,1182)
gemini-icon: ♊ xyxy=(1143,252,1189,298)
rashi-row: ♎ ତୁଳା: ଦିନଟି ମିଶ୍ରିତ ଫଳ ଦେବ। ବାହ୍ୟ ଯାତ୍ରାରେ ସତର୍କ ରୁହନ୍ତୁ। ଚାକିରି କ୍ଷେତ୍ରରେ ପଦୋନ୍ନତିର ସମ୍ଭାବନା। ଗୃହରେ ଶାନ୍ତି। xyxy=(1143,452,1484,498)
rashi-row: ♈ ମେଷ: ପାରିବାରିକ ଜୀବନରେ ସୁଖ ଶାନ୍ତି ରହିବ। ଆୟ ବୃଦ୍ଧି ହେବ। ପୁରୁଣା ବନ୍ଧୁଙ୍କ ସହ ସାକ୍ଷାତ ହେବ। ବ୍ୟବସାୟରେ ଲାଭ। ସ୍ୱାସ୍ଥ୍ୟ ପ୍ରତି ଧ୍ୟାନ ଦିଅନ୍ତୁ। ଗୁରୁଜନଙ୍କ ଆଶୀର୍ବାଦ ମିଳିବ। xyxy=(1143,152,1484,198)
